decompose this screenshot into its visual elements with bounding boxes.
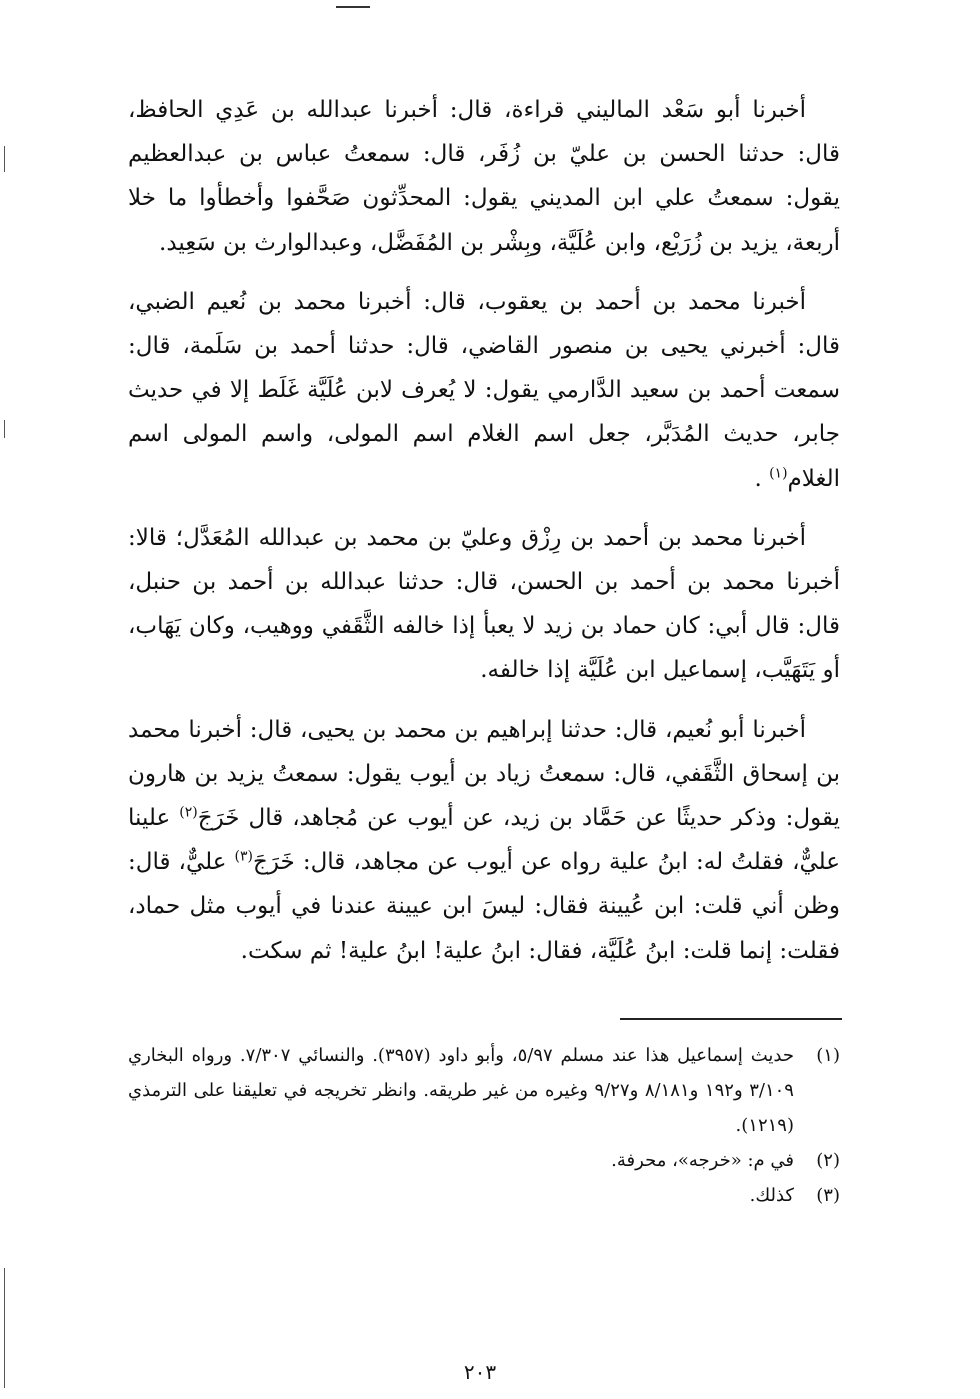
paragraph-text: علينا عليٌّ، فقلتُ له: ابنُ علية رواه عن أيوب عن مجاهد، قال: خَرَجَ [128,805,840,876]
footnote-3 [128,1178,840,1213]
footnote-number: (٢) [816,1150,840,1171]
footnote-reference[interactable]: (٣) [234,848,254,865]
footnote-text: حديث إسماعيل هذا عند مسلم ٥/٩٧، وأبو داود (٣٩٥٧). والنسائي ٧/٣٠٧. ورواه البخاري ٣/١٠٩ و١٩٢ و٨/١٨١ و٩/٢٧ وغيره من غير طريقه. وانظر تخريجه في تعليقنا على الترمذي (١٢١٩). [128,1045,794,1136]
paragraph-text: . [754,465,770,492]
footnote-2 [128,1143,840,1178]
footnotes [128,1038,840,1213]
paragraph-4 [128,708,840,973]
margin-mark [4,146,5,172]
paragraph-text: عليٌّ، قال: وظن أني قلت: ابن عُيينة فقال: ليسَ ابن عيينة عندنا في أيوب مثل حماد، فقلت: إنما قلت: ابنُ عُلَيَّة، فقال: ابنُ علية! ابنُ علية! ثم سكت. [128,849,840,964]
footnote-number: (١) [816,1045,840,1066]
paragraph-text: أخبرنا أبو سَعْد الماليني قراءة، قال: أخبرنا عبدالله بن عَدِي الحافظ، قال: حدثنا الحسن بن عليّ بن زُفَر، قال: سمعتُ عباس بن عبدالعظيم يقول: سمعتُ علي ابن المديني يقول: المحدِّثون صَحَّفوا وأخطأوا ما خلا أربعة، يزيد بن زُرَيْع، وابن عُلَيَّة، وبِشْر بن المُفَضَّل، وعبدالوارث بن سَعِيد. [128,97,840,256]
footnote-number: (٣) [816,1185,840,1206]
footnote-separator [620,1018,842,1020]
paragraph-2 [128,280,840,501]
paragraph-3 [128,516,840,693]
margin-mark [4,420,5,438]
main-text [128,88,840,988]
paragraph-text: أخبرنا محمد بن أحمد بن رِزْق وعليّ بن محمد بن عبدالله المُعَدَّل؛ قالا: أخبرنا محمد بن أحمد بن الحسن، قال: حدثنا عبدالله بن أحمد بن حنبل، قال: قال أبي: كان حماد بن زيد لا يعبأ إذا خالفه الثَّقَفي ووهيب، وكان يَهَاب، أو يَتَهَيَّب، إسماعيل ابن عُلَيَّة إذا خالفه. [128,524,840,684]
paragraph-1 [128,88,840,265]
paragraph-text: أخبرنا محمد بن أحمد بن يعقوب، قال: أخبرنا محمد بن نُعيم الضبي، قال: أخبرني يحيى بن منصور القاضي، قال: حدثنا أحمد بن سَلَمة، قال: سمعت أحمد بن سعيد الدَّارمي يقول: لا يُعرف لابن عُلَيَّة غَلَط إلا في حديث جابر، حديث المُدَبَّر، جعل اسم الغلام اسم المولى، واسم المولى اسم الغلام [128,288,840,492]
footnote-reference[interactable]: (١) [769,464,788,481]
footnote-text: في م: «خرجه»، محرفة. [611,1150,794,1171]
top-rule [336,6,370,8]
footnote-reference[interactable]: (٢) [179,804,198,821]
footnote-text: كذلك. [749,1185,794,1206]
paragraph-text: أخبرنا أبو نُعيم، قال: حدثنا إبراهيم بن محمد بن يحيى، قال: أخبرنا محمد بن إسحاق الثَّقَفي، قال: سمعتُ زياد بن أيوب يقول: سمعتُ يزيد بن هارون يقول: وذكر حديثًا عن حَمَّاد بن زيد، عن أيوب عن مُجاهد، قال خَرَجَ [128,716,840,832]
page-number: ٢٠٣ [463,1360,497,1384]
margin-mark [4,1268,5,1388]
footnote-1 [128,1038,840,1143]
